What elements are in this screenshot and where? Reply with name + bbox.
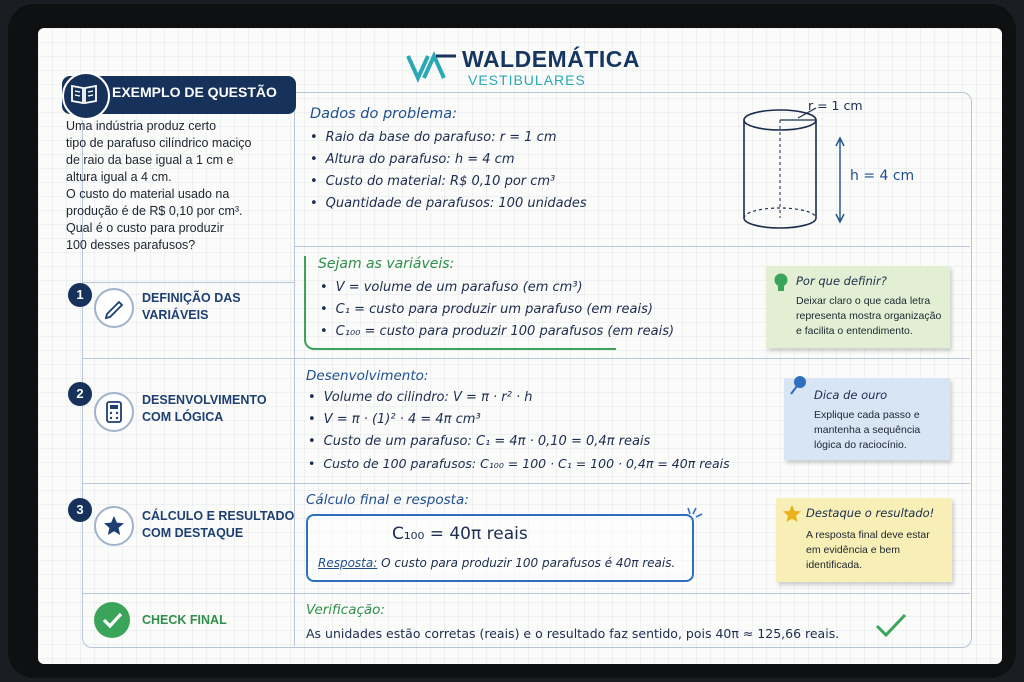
check-icon [94,602,130,638]
answer-label: Resposta: [318,556,378,570]
row-divider [82,593,970,594]
question-line: tipo de parafuso cilíndrico maciço [66,136,252,150]
radius-label: r = 1 cm [808,98,863,113]
question-line: produção é de R$ 0,10 por cm³. [66,204,243,218]
brand-title: WALDEMÁTICA [462,46,640,72]
badge-label: EXEMPLO DE QUESTÃO [112,84,277,100]
verificacao-text: As unidades estão corretas (reais) e o resultado faz sentido, pois 40π ≈ 125,66 reais. [306,626,840,641]
step-label [142,392,267,426]
pencil-icon [96,290,132,326]
result-box [306,514,694,582]
dados-item: • Quantidade de parafusos: 100 unidades [310,196,587,211]
note-title: Destaque o resultado! [806,506,935,520]
step-label-line: COM DESTAQUE [142,526,244,540]
variable-item: • V = volume de um parafuso (em cm³) [320,280,583,295]
step-label-line: CÁLCULO E RESULTADO [142,509,295,523]
star-icon [96,508,132,544]
worksheet-screen [38,28,1002,664]
step-label-line: DEFINIÇÃO DAS [142,291,241,305]
question-line: Qual é o custo para produzir [66,221,224,235]
step-icon-circle [94,506,134,546]
variable-item: • C₁₀₀ = custo para produzir 100 parafusos (em reais) [320,324,674,339]
question-line: altura igual a 4 cm. [66,170,172,184]
step-label [142,508,294,542]
verificacao-title: Verificação: [306,602,385,618]
answer-line [318,556,675,570]
step-label-line: COM LÓGICA [142,410,224,424]
note-body: Deixar claro o que cada letra representa mostra organização e facilita o entendimento. [796,295,942,337]
step-label [142,290,241,324]
question-line: 100 desses parafusos? [66,238,196,252]
answer-text: O custo para produzir 100 parafusos é 40π reais. [381,556,676,570]
development-item: • Volume do cilindro: V = π · r² · h [308,390,533,405]
step-label-line: VARIÁVEIS [142,308,209,322]
development-item: • V = π · (1)² · 4 = 4π cm³ [308,412,481,427]
height-label: h = 4 cm [850,168,915,184]
dados-item: • Custo do material: R$ 0,10 por cm³ [310,174,555,189]
row-divider [82,282,294,283]
step-number: 1 [68,283,92,307]
step-icon-circle [94,288,134,328]
variable-item: • C₁ = custo para produzir um parafuso (em reais) [320,302,653,317]
lightbulb-icon [772,272,790,294]
step-number: 3 [68,498,92,522]
calculo-title: Cálculo final e resposta: [306,492,469,508]
brand-subtitle: VESTIBULARES [468,72,586,88]
result-formula: C₁₀₀ = 40π reais [392,524,528,544]
variaveis-title: Sejam as variáveis: [318,256,455,272]
dados-item: • Raio da base do parafuso: r = 1 cm [310,130,556,145]
badge-circle [62,72,110,120]
question-line: O custo do material usado na [66,187,230,201]
check-final-label: CHECK FINAL [142,613,227,627]
note-body: A resposta final deve estar em evidência e bem identificada. [806,529,930,571]
emphasis-marks-icon [684,506,706,526]
logo-mark-icon [406,48,458,84]
question-text [66,118,296,254]
star-icon [782,504,802,524]
dados-title: Dados do problema: [310,106,458,122]
desenvolvimento-title: Desenvolvimento: [306,368,429,384]
check-circle [94,602,130,638]
note-body: Explique cada passo e mantenha a sequência lógica do raciocínio. [814,409,921,451]
brand-logo [406,44,666,94]
dados-item: • Altura do parafuso: h = 4 cm [310,152,515,167]
development-item: • Custo de 100 parafusos: C₁₀₀ = 100 · C₁ = 100 · 0,4π = 40π reais [308,456,730,471]
note-golden-tip [784,378,950,460]
question-line: de raio da base igual a 1 cm e [66,153,234,167]
row-divider [82,483,970,484]
book-icon [62,72,106,116]
row-divider [294,246,970,247]
row-divider [82,358,970,359]
tablet-frame [8,4,1016,678]
pushpin-icon [788,374,810,396]
step-icon-circle [94,392,134,432]
step-label-line: DESENVOLVIMENTO [142,393,267,407]
cylinder-diagram [728,96,878,236]
note-title: Dica de ouro [814,388,888,402]
note-highlight-result [776,498,952,582]
step-number: 2 [68,382,92,406]
development-item: • Custo de um parafuso: C₁ = 4π · 0,10 = 0,4π reais [308,434,650,449]
note-title: Por que definir? [796,274,887,288]
question-line: Uma indústria produz certo [66,119,217,133]
calculator-icon [96,394,132,430]
note-why-define [766,266,950,348]
checkmark-icon [874,612,908,640]
